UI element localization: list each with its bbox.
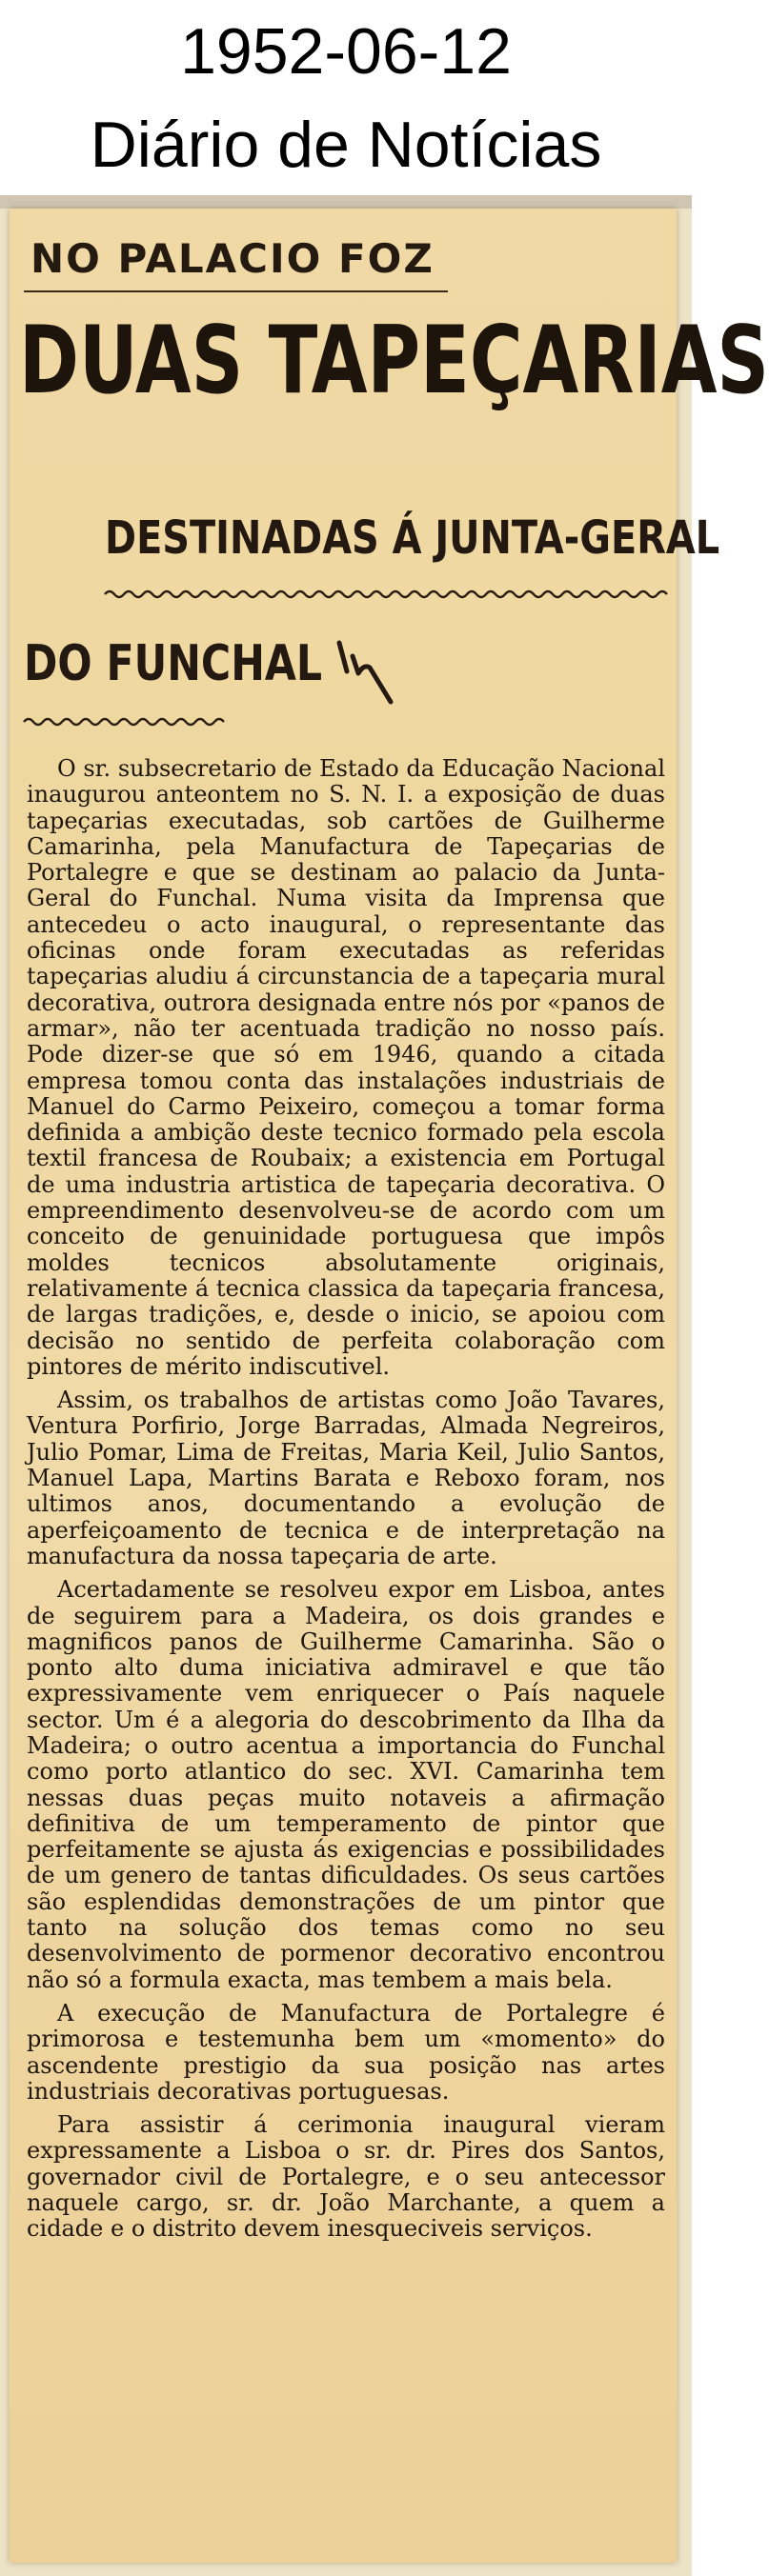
article-kicker: NO PALACIO FOZ: [30, 235, 435, 282]
article-headline: DUAS TAPEÇARIAS: [19, 307, 769, 415]
article-paragraph: Acertadamente se resolveu expor em Lisboa, antes de seguirem para a Madeira, os dois grandes e magnificos panos de Guilherme Camarinha. São o ponto alto duma iniciativa admiravel e que tão expressivamente vem enriquecer o País naquele sector. Um é a alegoria do descobrimento da Ilha da Madeira; o outro acentua a importancia do Funchal como porto atlantico do sec. XVI. Camarinha tem nessas duas peças muito notaveis a afirmação definitiva de um temperamento de pintor que perfeitamente se ajusta ás exigencias e possibilidades de um genero de tantas dificuldades. Os seus cartões são esplendidas demonstrações de um pintor que tanto na solução dos temas como no seu desenvolvimento de pormenor decorativo encontrou não só a formula exacta, mas tembem a mais bela.: [27, 1576, 665, 1993]
article-subhead-2: DO FUNCHAL: [24, 635, 323, 692]
wavy-divider-1: [105, 588, 667, 601]
newspaper-clipping: [10, 209, 769, 2563]
scan-edge: [0, 195, 692, 209]
article-paragraph: Assim, os trabalhos de artistas como João Tavares, Ventura Porfirio, Jorge Barradas, Almada Negreiros, Julio Pomar, Lima de Freitas, Maria Keil, Julio Santos, Manuel Lapa, Martins Barata e Reboxo foram, nos ultimos anos, documentando a evolução de aperfeiçoamento de tecnica e de interpretação na manufactura da nossa tapeçaria de arte.: [27, 1387, 665, 1569]
article-paragraph: O sr. subsecretario de Estado da Educação Nacional inaugurou anteontem no S. N. I. a exposição de duas tapeçarias executadas, sob cartões de Guilherme Camarinha, pela Manufactura de Tapeçarias de Portalegre e que se destinam ao palacio da Junta-Geral do Funchal. Numa visita da Imprensa que antecedeu o acto inaugural, o representante das oficinas onde foram executadas as referidas tapeçarias aludiu á circunstancia de a tapeçaria mural decorativa, outrora designada entre nós por «panos de armar», não ter acentuada tradição no nosso país. Pode dizer-se que só em 1946, quando a citada empresa tomou conta das instalações industriais de Manuel do Carmo Peixeiro, começou a tomar forma definida a ambição deste tecnico formado pela escola textil francesa de Roubaix; a existencia em Portugal de uma industria artistica de tapeçaria decorativa. O empreendimento desenvolveu-se de acordo com um conceito de genuinidade portuguesa que impôs moldes tecnicos absolutamente originais, relativamente á tecnica classica da tapeçaria francesa, de largas tradições, e, desde o inicio, se apoiou com decisão no sentido de perfeita colaboração com pintores de mérito indiscutivel.: [27, 755, 665, 1380]
article-subhead-1: DESTINADAS Á JUNTA-GERAL: [105, 511, 720, 565]
caption-publication: Diário de Notícias: [90, 109, 602, 181]
pencil-annotation-mark: [334, 635, 410, 711]
caption-date: 1952-06-12: [180, 15, 512, 88]
article-body: [27, 756, 665, 2250]
kicker-underline: [24, 290, 448, 292]
archive-caption: [0, 0, 692, 195]
scanned-clipping: [0, 195, 769, 2576]
wavy-divider-2: [24, 715, 224, 729]
article-paragraph: A execução de Manufactura de Portalegre é primorosa e testemunha bem um «momento» do ascendente prestigio da sua posição nas artes industriais decorativas portuguesas.: [27, 1999, 665, 2105]
article-paragraph: Para assistir á cerimonia inaugural vieram expressamente a Lisboa o sr. dr. Pires dos Santos, governador civil de Portalegre, e o seu antecessor naquele cargo, sr. dr. João Marchante, a quem a cidade e o distrito devem inesqueciveis serviços.: [27, 2111, 665, 2243]
